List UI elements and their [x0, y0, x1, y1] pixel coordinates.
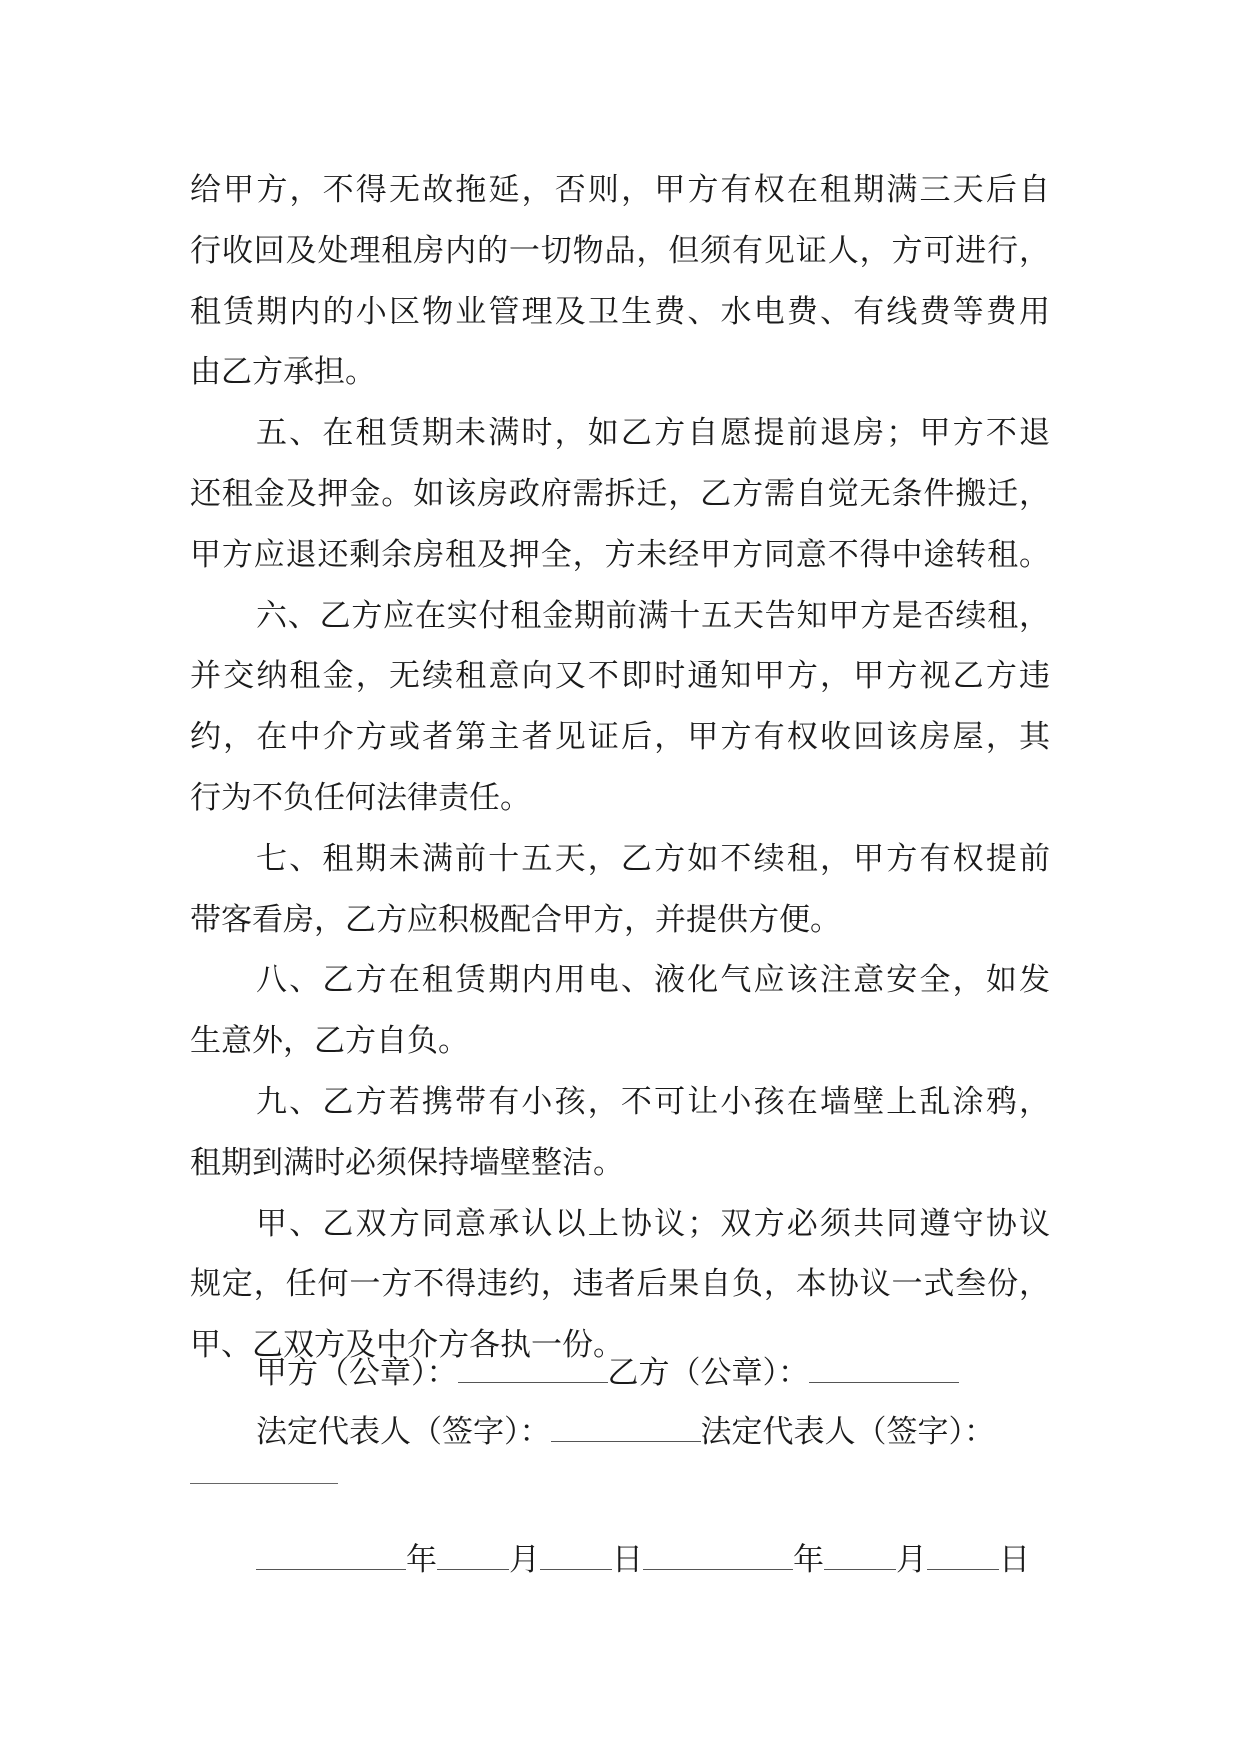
clause-8-line: 八、乙方在租赁期内用电、液化气应该注意安全，如发 — [256, 962, 1050, 999]
legal-rep-line — [256, 1402, 1241, 1462]
year-a-blank[interactable] — [256, 1547, 406, 1570]
body-line: 租赁期内的小区物业管理及卫生费、水电费、有线费等费用 — [190, 293, 1050, 330]
legal-rep-a-blank[interactable] — [551, 1419, 701, 1442]
day-b-blank[interactable] — [927, 1547, 999, 1570]
clause-9-line: 九、乙方若携带有小孩，不可让小孩在墙壁上乱涂鸦， — [256, 1083, 1050, 1120]
party-b-seal-label: 乙方（公章）： — [607, 1355, 809, 1391]
party-b-seal-blank[interactable] — [809, 1360, 959, 1383]
body-line: 约，在中介方或者第主者见证后，甲方有权收回该房屋，其 — [190, 719, 1050, 756]
month-b-label: 月 — [896, 1542, 927, 1578]
date-line — [256, 1530, 1241, 1590]
body-line: 规定，任何一方不得违约，违者后果自负，本协议一式叁份， — [190, 1266, 1050, 1303]
month-a-blank[interactable] — [437, 1547, 509, 1570]
body-line: 还租金及押金。如该房政府需拆迁，乙方需自觉无条件搬迁， — [190, 475, 1050, 512]
party-a-seal-blank[interactable] — [458, 1360, 608, 1383]
day-a-blank[interactable] — [540, 1547, 612, 1570]
body-line: 行为不负任何法律责任。 — [190, 779, 531, 816]
month-b-blank[interactable] — [824, 1547, 896, 1570]
year-b-blank[interactable] — [643, 1547, 793, 1570]
agreement-line: 甲、乙双方同意承认以上协议；双方必须共同遵守协议 — [256, 1205, 1050, 1242]
party-a-seal-label: 甲方（公章）： — [256, 1355, 458, 1391]
clause-6-line: 六、乙方应在实付租金期前满十五天告知甲方是否续租， — [256, 597, 1050, 634]
legal-rep-b-label: 法定代表人（签字）： — [700, 1414, 995, 1450]
body-line: 甲方应退还剩余房租及押全，方未经甲方同意不得中途转租。 — [190, 536, 1050, 573]
contract-body — [190, 160, 1050, 1376]
body-line: 生意外，乙方自负。 — [190, 1023, 469, 1060]
body-line: 给甲方，不得无故拖延，否则，甲方有权在租期满三天后自 — [190, 172, 1050, 208]
year-b-label: 年 — [793, 1542, 824, 1578]
body-line: 带客看房，乙方应积极配合甲方，并提供方便。 — [190, 901, 841, 938]
body-line: 甲、乙双方及中介方各执一份。 — [190, 1327, 624, 1364]
year-a-label: 年 — [406, 1542, 437, 1578]
body-line: 并交纳租金，无续租意向又不即时通知甲方，甲方视乙方违 — [190, 658, 1050, 695]
day-b-label: 日 — [999, 1542, 1030, 1578]
day-a-label: 日 — [612, 1542, 643, 1578]
clause-7-line: 七、租期未满前十五天，乙方如不续租，甲方有权提前 — [256, 840, 1050, 877]
month-a-label: 月 — [509, 1542, 540, 1578]
body-line: 行收回及处理租房内的一切物品，但须有见证人，方可进行， — [190, 232, 1050, 269]
body-line: 租期到满时必须保持墙壁整洁。 — [190, 1144, 624, 1181]
seal-line — [256, 1343, 1241, 1403]
body-line: 由乙方承担。 — [190, 354, 376, 391]
legal-rep-b-blank[interactable] — [190, 1483, 338, 1484]
legal-rep-a-label: 法定代表人（签字）： — [256, 1414, 551, 1450]
clause-5-line: 五、在租赁期未满时，如乙方自愿提前退房；甲方不退 — [256, 415, 1050, 452]
